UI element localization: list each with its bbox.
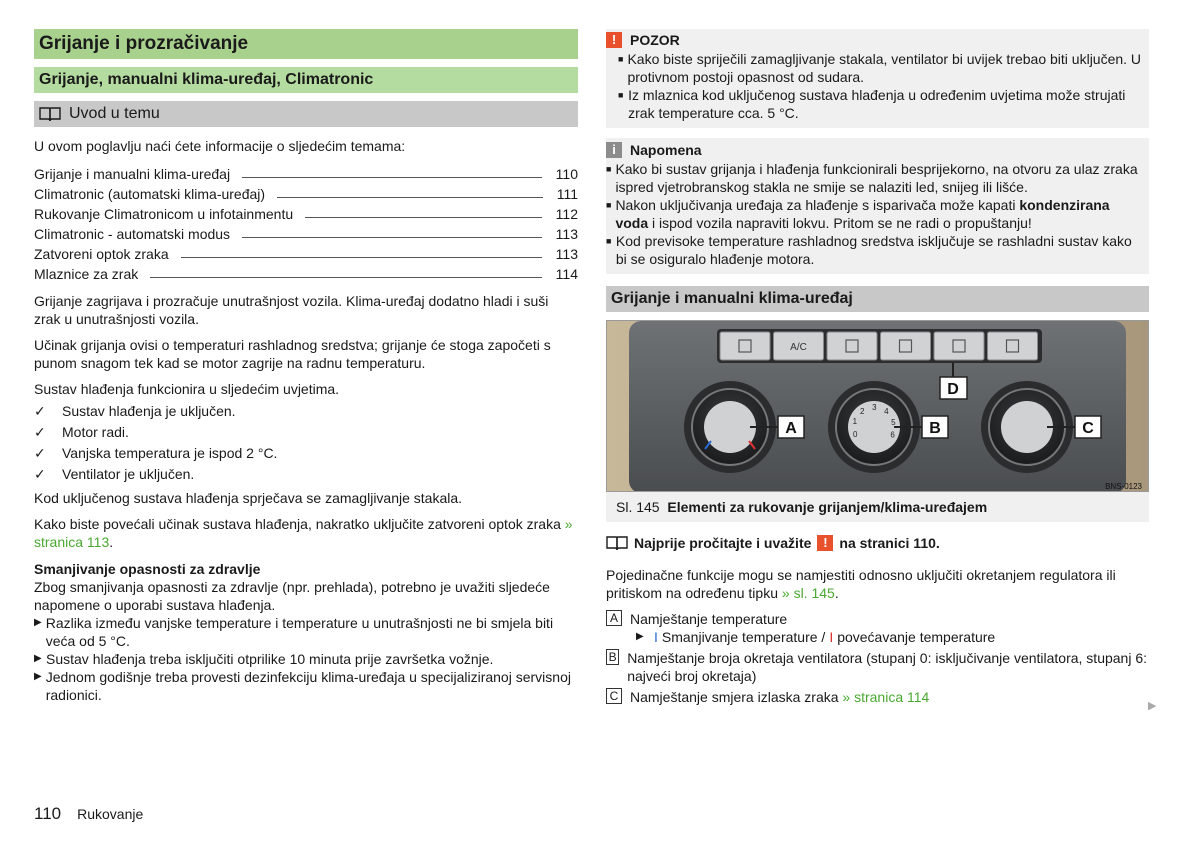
toc-page: 113 [555,226,578,242]
paragraph: Zbog smanjivanja opasnosti za zdravlje (npr. prehlada), potrebno je uvažiti sljedeće napomene o uporabi sustava hlađenja. [34,579,550,613]
fan-level-label: 6 [890,430,895,440]
read-first-note [606,534,1149,552]
page-number: 110 [34,804,62,823]
condition-item [34,442,578,463]
warning-list [606,50,1143,122]
triangle-bullet-icon: ▶ [34,617,42,628]
temperature-knob-face [704,401,756,453]
recirculation-button[interactable] [881,332,931,360]
chapter-title: Grijanje i prozračivanje [34,29,578,59]
warning-icon: ! [606,32,622,48]
control-text: Namještanje temperature [630,611,788,627]
paragraph: Kod uključenog sustava hlađenja sprječava se zamagljivanje stakala. [34,490,463,506]
control-text [630,688,929,706]
subheading: Smanjivanje opasnosti za zdravlje [34,561,261,577]
read-first-page[interactable]: na stranici 110. [839,535,940,551]
toc-title: Climatronic (automatski klima-uređaj) [34,186,266,202]
toc-page: 110 [555,166,578,182]
callout-b: B [929,420,941,437]
figure-code: BNS-0123 [1105,482,1142,491]
air-direction-knob-face [1001,401,1053,453]
condition-text: Sustav hlađenja je uključen. [62,402,236,419]
warning-icon: ! [817,535,833,551]
control-panel-illustration [607,321,1149,492]
paragraph: Sustav hlađenja funkcionira u sljedećim uvjetima. [34,381,340,397]
check-icon: ✓ [34,402,46,419]
seat-heat-left-button[interactable] [720,332,770,360]
figure-caption [606,492,1149,522]
toc-row[interactable] [34,243,578,263]
fan-level-label: 3 [872,403,877,413]
toc-title: Rukovanje Climatronicom u infotainmentu [34,206,294,222]
left-column [34,29,578,704]
info-icon: i [606,142,622,158]
triangle-bullet-icon: ▶ [34,653,42,664]
note-text: Kako bi sustav grijanja i hlađenja funkcionirali besprijekorno, na otvoru za ulaz zraka ispred vjetrobranskog stakla ne smije se nalaziti led, snijeg ili lišće. [615,161,1138,195]
triangle-bullet-icon: ▶ [34,671,42,682]
control-item-c [606,688,1149,706]
page-link[interactable]: » stranica 113 [34,516,573,550]
toc-row[interactable] [34,203,578,223]
bullet: ■ [618,54,624,64]
toc-page: 113 [555,246,578,262]
note-item [606,196,1143,232]
toc-title: Climatronic - automatski modus [34,226,231,242]
condition-text: Ventilator je uključen. [62,465,195,482]
figure-number: Sl. 145 [616,499,660,515]
warning-item [618,86,1143,122]
intro-heading [34,101,578,127]
check-icon: ✓ [34,465,46,482]
warning-header [606,30,1143,50]
caption-text: Elementi za rukovanje grijanjem/klima-uređajem [667,499,988,515]
toc-leader [242,177,542,178]
note-item [606,232,1143,268]
warning-text: Kako biste spriječili zamagljivanje stakala, ventilator bi uvijek trebao biti uključen. U protivnom postoji opasnost od sudara. [627,51,1142,85]
tip-text: Razlika između vanjske temperature i temperature u unutrašnjosti ne bi smjela biti veća od 5 °C. [45,615,554,649]
paragraph-text: Pojedinačne funkcije mogu se namjestiti odnosno uključiti okretanjem regulatora ili pritiskom na određenu tipku [606,567,1116,601]
paragraph [606,566,1149,602]
period: . [109,534,114,550]
table-of-contents [34,163,578,283]
paragraph [34,515,578,551]
toc-page: 112 [555,206,578,222]
sub-mark: ▶ [636,631,644,642]
toc-row[interactable] [34,183,578,203]
note-text-part: i ispod vozila napraviti lokvu. Pritom se ne radi o propuštanju! [652,215,1032,231]
blue-bar-icon: I [654,629,658,645]
tip-text: Sustav hlađenja treba isključiti otprilike 10 minuta prije završetka vožnje. [46,651,494,667]
toc-leader [277,197,543,198]
control-panel-figure [606,320,1149,492]
condition-text: Motor radi. [62,423,129,440]
fan-level-label: 1 [852,417,858,427]
toc-leader [305,217,542,218]
control-text-part: Namještanje smjera izlaska zraka [630,689,839,705]
toc-page: 114 [555,266,578,282]
check-icon: ✓ [34,423,46,440]
label-c: C [606,688,622,704]
note-title: Napomena [630,142,702,158]
check-icon: ✓ [34,444,46,461]
fan-level-label: 5 [891,417,896,427]
toc-row[interactable] [34,263,578,283]
tip-item [34,668,578,704]
control-subitem [606,628,1149,646]
condition-item [34,400,578,421]
tip-item [34,650,578,668]
condition-text: Vanjska temperatura je ispod 2 °C. [62,444,278,461]
fan-level-label: 2 [860,406,865,416]
book-icon [606,535,628,551]
callout-c: C [1082,420,1094,437]
period: . [834,585,839,601]
page-link[interactable]: » stranica 114 [842,689,930,705]
subsection-heading: Grijanje i manualni klima-uređaj [606,286,1149,312]
note-item [606,160,1143,196]
bullet: ■ [606,200,612,210]
toc-title: Zatvoreni optok zraka [34,246,169,262]
warning-title: POZOR [630,32,680,48]
seat-heat-right-button[interactable] [988,332,1038,360]
sub-text: povećavanje temperature [837,629,996,645]
rear-defrost-button[interactable] [827,332,877,360]
control-item-b [606,649,1149,685]
intro-heading-text: Uvod u temu [69,105,160,122]
control-item-a [606,610,1149,628]
toc-leader [242,237,542,238]
label-a: A [606,610,622,626]
condition-item [34,463,578,484]
warning-item [618,50,1143,86]
callout-a: A [785,420,797,437]
intro-text: U ovom poglavlju naći ćete informacije o sljedećim temama: [34,138,406,154]
note-header [606,140,1143,160]
callout-d: D [947,381,959,398]
tip-list [34,614,578,704]
toc-leader [181,257,542,258]
toc-title: Mlaznice za zrak [34,266,139,282]
warning-box [606,29,1149,128]
condition-list [34,400,578,484]
paragraph: Učinak grijanja ovisi o temperaturi rashladnog sredstva; grijanje će stoga započeti s punom snagom tek kad se motor zagrije na radnu temperaturu. [34,337,551,371]
toc-leader [150,277,541,278]
note-emphasis: kondenzirana voda [615,197,1110,231]
bullet: ■ [606,236,612,246]
page-footer [34,805,143,823]
ac-button-label: A/C [790,342,807,353]
front-defrost-button[interactable] [934,332,984,360]
control-list [606,610,1149,706]
fan-level-label: 0 [852,429,858,439]
read-first-text: Najprije pročitajte i uvažite [634,535,812,551]
sub-text: Smanjivanje temperature / [661,629,826,645]
control-text: Namještanje broja okretaja ventilatora (stupanj 0: isključivanje ventilatora, stupanj 6: najveći broj okretaja) [627,650,1148,684]
red-bar-icon: I [829,629,834,645]
note-text [615,196,1143,232]
note-text: Kod previsoke temperature rashladnog sredstva isključuje se rashladni sustav kako bi se osiguralo hlađenje motora. [615,233,1132,267]
footer-section: Rukovanje [77,806,144,822]
toc-row[interactable] [34,223,578,243]
bullet: ■ [606,164,612,174]
fan-level-label: 4 [884,407,889,417]
tip-text: Jednom godišnje treba provesti dezinfekciju klima-uređaja u specijaliziranoj servisnoj radionici. [45,669,571,703]
toc-page: 111 [556,186,578,202]
figure-link[interactable]: » sl. 145 [781,585,835,601]
right-column [606,29,1149,706]
note-box [606,138,1149,274]
next-page-arrow-icon[interactable]: ▶ [1148,700,1157,712]
label-b: B [606,649,619,665]
warning-text: Iz mlaznica kod uključenog sustava hlađenja u određenim uvjetima može strujati zrak temperature cca. 5 °C. [628,87,1126,121]
book-icon [39,106,61,122]
bullet: ■ [618,90,624,100]
toc-title: Grijanje i manualni klima-uređaj [34,166,231,182]
note-text-part: Nakon uključivanja uređaja za hlađenje s isparivača može kapati [615,197,1016,213]
section-title: Grijanje, manualni klima-uređaj, Climatronic [34,67,578,93]
tip-item [34,614,578,650]
toc-row[interactable] [34,163,578,183]
paragraph-text: Kako biste povećali učinak sustava hlađenja, nakratko uključite zatvoreni optok zraka [34,516,561,532]
paragraph: Grijanje zagrijava i prozračuje unutrašnjost vozila. Klima-uređaj dodatno hladi i suši zrak u unutrašnjosti vozila. [34,293,549,327]
condition-item [34,421,578,442]
